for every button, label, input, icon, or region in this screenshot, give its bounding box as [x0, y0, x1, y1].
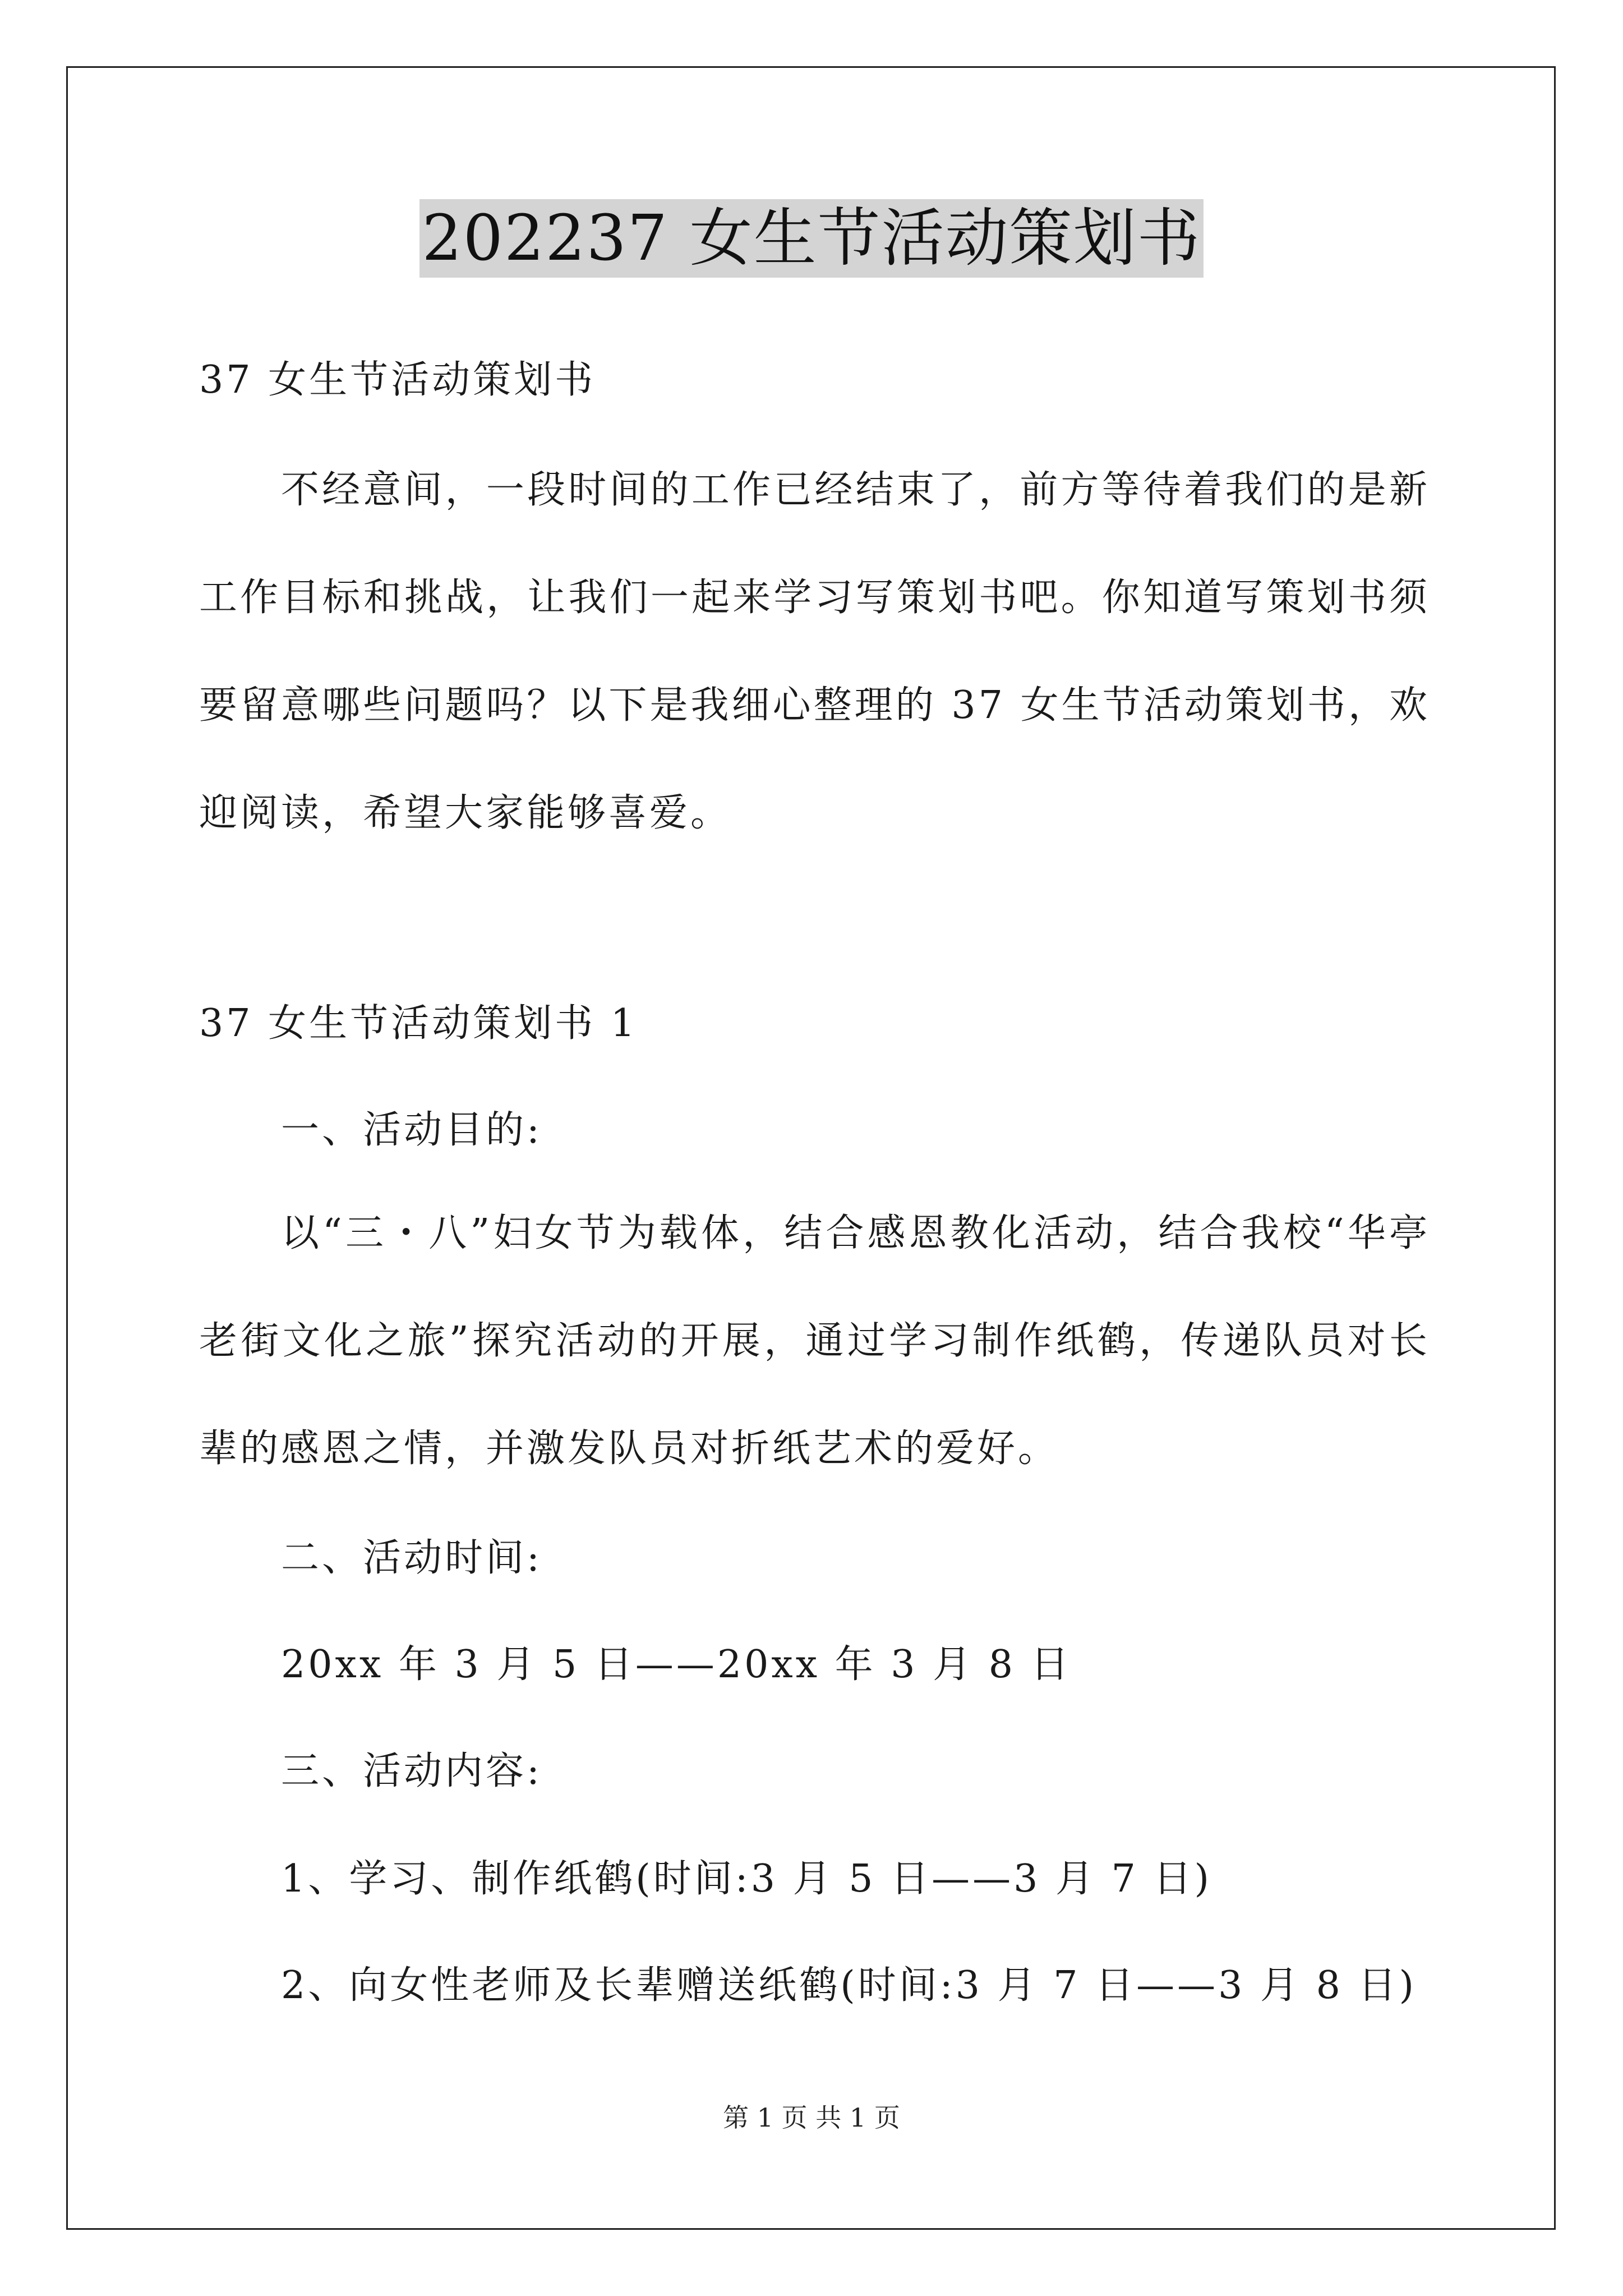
- document-title: 202237 女生节活动策划书: [419, 199, 1203, 278]
- title-container: [0, 199, 1623, 278]
- time-text: 20xx 年 3 月 5 日——20xx 年 3 月 8 日: [281, 1642, 1072, 1687]
- page-footer: 第 1 页 共 1 页: [723, 2102, 900, 2133]
- content-item-2: 2、向女性老师及长辈赠送纸鹤(时间:3 月 7 日——3 月 8 日): [281, 1963, 1417, 2008]
- section-heading: 37 女生节活动策划书 1: [199, 1001, 638, 1046]
- content-heading: 三、活动内容:: [281, 1749, 542, 1793]
- purpose-heading: 一、活动目的:: [281, 1108, 542, 1152]
- document-subtitle: 37 女生节活动策划书: [199, 358, 596, 402]
- time-heading: 二、活动时间:: [281, 1536, 542, 1580]
- content-item-1: 1、学习、制作纸鹤(时间:3 月 5 日——3 月 7 日): [281, 1857, 1212, 1901]
- intro-paragraph: 不经意间，一段时间的工作已经结束了，前方等待着我们的是新工作目标和挑战，让我们一起来学习写策划书吧。你知道写策划书须要留意哪些问题吗？以下是我细心整理的 37 女生节活动策划书，欢迎阅读，希望大家能够喜爱。: [199, 468, 1430, 835]
- purpose-paragraph: 以“三・八”妇女节为载体，结合感恩教化活动，结合我校“华亭老街文化之旅”探究活动的开展，通过学习制作纸鹤，传递队员对长辈的感恩之情，并激发队员对折纸艺术的爱好。: [199, 1211, 1430, 1471]
